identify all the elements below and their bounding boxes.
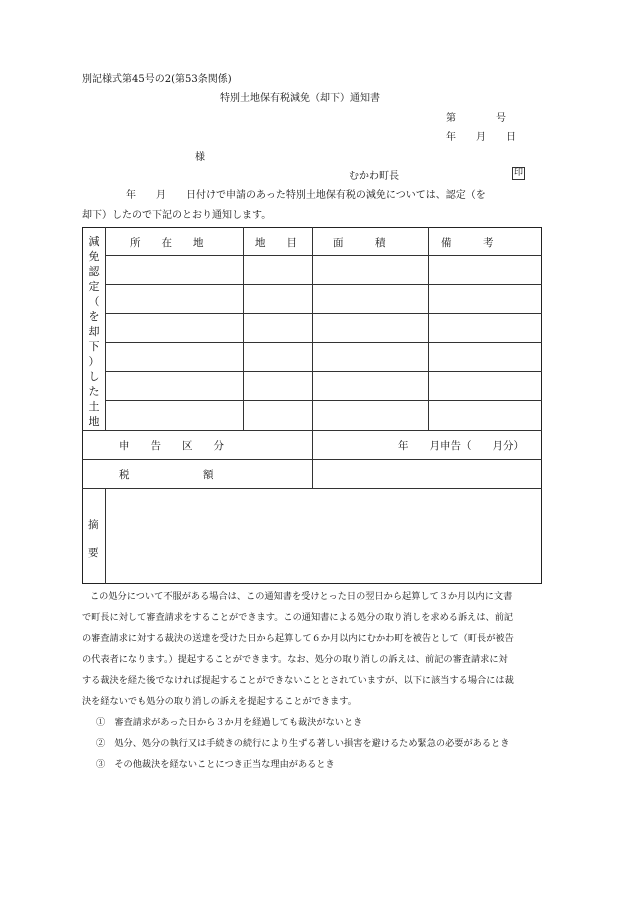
header-category: 地 目: [255, 237, 297, 249]
notes-items: [96, 712, 509, 775]
row-divider: [105, 342, 542, 343]
addressee-suffix: 様: [195, 152, 205, 163]
notes-line: する裁決を経た後でなければ提起することができないこととされていますが、以下に該当する場合には裁: [82, 675, 514, 686]
notes-line: で町長に対して審査請求をすることができます。この通知書による処分の取り消しを求める訴えは、前記: [82, 612, 514, 623]
header-location: 所 在 地: [130, 237, 204, 249]
notes-paragraph: [82, 586, 514, 712]
column-divider: [243, 227, 244, 430]
issuer-name: むかわ町長: [349, 171, 399, 182]
row-divider: [105, 255, 542, 256]
notes-line: の代表者になります。）提起することができます。なお、処分の取り消しの訴えは、前記の審査請求に対: [82, 654, 508, 665]
tax-amount-label: 税 額: [119, 469, 214, 481]
report-type-value: 年 月申告（ 月分）: [398, 440, 524, 452]
header-remarks: 備 考: [441, 237, 494, 249]
notes-line: 決を経ないでも処分の取り消しの訴えを提起することができます。: [82, 696, 357, 707]
notes-item: ② 処分、処分の執行又は手続きの続行により生ずる著しい損害を避けるため緊急の必要があるとき: [96, 738, 510, 749]
column-divider: [312, 227, 313, 488]
intro-line-1: 年 月 日付けで申請のあった特別土地保有税の減免については、認定（を: [126, 190, 486, 201]
row-divider: [105, 313, 542, 314]
notes-item: ① 審査請求があった日から３か月を経過しても裁決がないとき: [96, 717, 363, 728]
notes-line: この処分について不服がある場合は、この通知書を受けとった日の翌日から起算して３か月以内に文書: [90, 591, 513, 602]
row-divider: [82, 488, 542, 489]
column-divider: [105, 227, 106, 430]
intro-line-2: 却下）したので下記のとおり通知します。: [82, 210, 272, 221]
summary-label-2: 要: [88, 547, 99, 559]
row-divider: [105, 371, 542, 372]
notes-line: の審査請求に対する裁決の送達を受けた日から起算して６か月以内にむかわ町を被告として（町長が被告: [82, 633, 514, 644]
column-divider: [428, 227, 429, 430]
row-divider: [105, 284, 542, 285]
notice-date-label: 年 月 日: [446, 132, 516, 143]
summary-label-1: 摘: [88, 519, 99, 531]
form-reference: 別記様式第45号の2(第53条関係): [82, 74, 232, 85]
notice-title: 特別土地保有税減免（却下）通知書: [220, 93, 380, 104]
notice-number-label: 第 号: [446, 113, 506, 124]
row-divider: [105, 400, 542, 401]
report-type-label: 申 告 区 分: [119, 440, 224, 452]
notes-item: ③ その他裁決を経ないことにつき正当な理由があるとき: [96, 759, 335, 770]
header-area: 面 積: [333, 237, 386, 249]
column-divider: [105, 488, 106, 584]
seal-mark: 印: [514, 168, 524, 178]
side-label: 減 免 認 定 （ を 却 下 ） し た 土 地: [88, 235, 100, 428]
